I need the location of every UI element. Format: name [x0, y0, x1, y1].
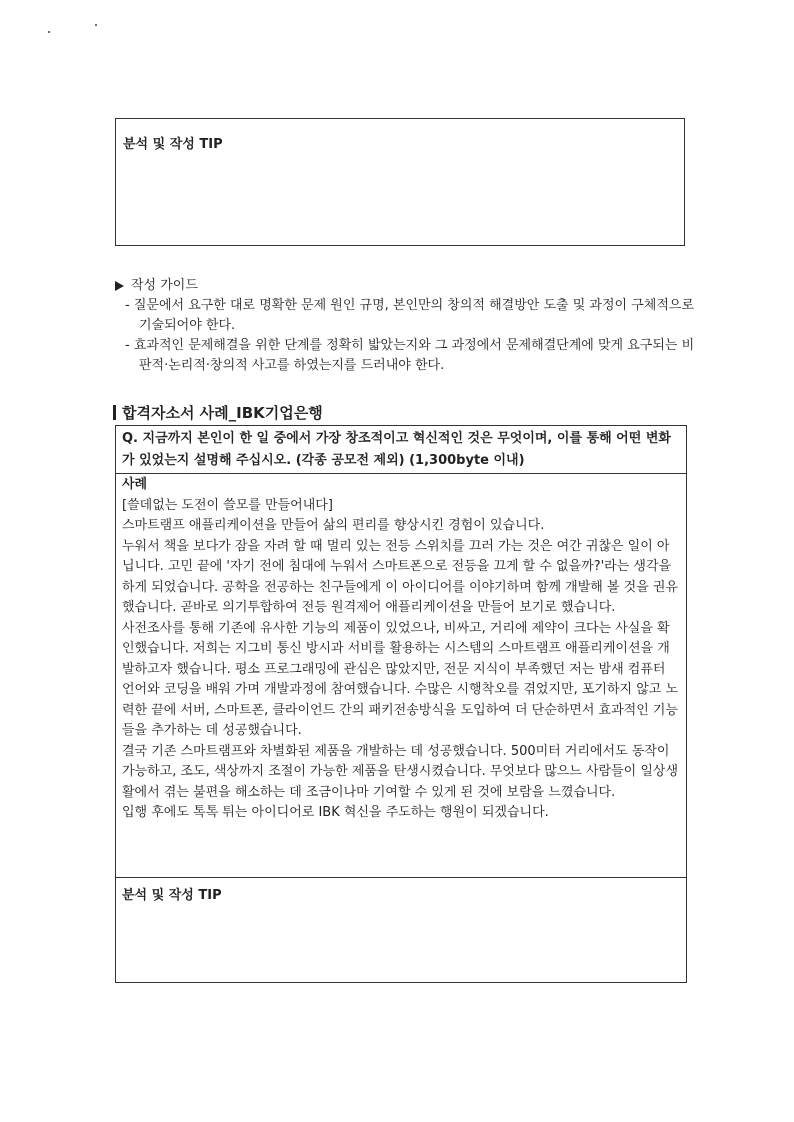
example-paragraph: 누워서 책을 보다가 잠을 자려 할 때 멀리 있는 전등 스위치를 끄러 가는 것은 여간 귀찮은 일이 아닙니다. 고민 끝에 '자기 전에 침대에 누워서 스마트폰으로 전등을 끄게 할 수 없을까?'라는 생각을 하게 되었습니다. 공학을 전공하는 친구들에게 이 아이디어를 이야기하며 함께 개발해 볼 것을 권유했습니다. 곧바로 의기투합하여 전등 원격제어 애플리케이션을 만들어 보기로 했습니다.: [122, 538, 679, 615]
guide-heading-row: [115, 276, 695, 296]
writing-guide: [115, 276, 695, 376]
example-paragraph: 결국 기존 스마트램프와 차별화된 제품을 개발하는 데 성공했습니다. 500미터 거리에서도 동작이 가능하고, 조도, 색상까지 조절이 가능한 제품을 탄생시켰습니다. 무엇보다 많으느 사람들이 일상생활에서 겪는 불편을 해소하는 데 조금이나마 기여할 수 있게 된 것에 보람을 느꼈습니다.: [122, 743, 679, 800]
example-table: [115, 425, 687, 983]
example-heading: 사례: [122, 477, 148, 492]
example-paragraph: [쓸데없는 도전이 쓸모를 만들어내다]: [122, 497, 333, 513]
guide-heading: 작성 가이드: [131, 278, 198, 293]
section-bar-icon: [113, 405, 116, 420]
analysis-tip-title: 분석 및 작성 TIP: [122, 888, 222, 903]
guide-item: - 효과적인 문제해결을 위한 단계를 정확히 밟았는지와 그 과정에서 문제해결단계에 맞게 요구되는 비판적·논리적·창의적 사고를 하였는지를 드러내야 한다.: [125, 338, 695, 373]
analysis-tip-row: [116, 878, 686, 909]
example-paragraph: 스마트램프 애플리케이션을 만들어 삶의 편리를 향상시킨 경험이 있습니다.: [122, 518, 545, 533]
example-paragraph: 사전조사를 통해 기존에 유사한 기능의 제품이 있었으나, 비싸고, 거리에 제약이 크다는 사실을 확인했습니다. 저희는 지그비 통신 방시과 서비를 활용하는 시스템의 스마트램프 애플리케이션을 개발하고자 했습니다. 평소 프로그래밍에 관심은 많았지만, 전문 지식이 부족했던 저는 밤새 컴퓨터 언어와 코딩을 배워 가며 개발과정에 참여했습니다. 수많은 시행착오를 겪었지만, 포기하지 않고 노력한 끝에 서버, 스마트폰, 클라이언드 간의 패키전송방식을 도입하여 더 단순하면서 효과적인 기능들을 추가하는 데 성공했습니다.: [122, 620, 679, 738]
analysis-tip-box: [115, 118, 685, 246]
section-title-row: [113, 402, 323, 423]
triangle-bullet-icon: [115, 281, 124, 291]
analysis-tip-title: 분석 및 작성 TIP: [123, 137, 223, 152]
question-row: Q. 지금까지 본인이 한 일 중에서 가장 창조적이고 혁신적인 것은 무엇이며, 이를 통해 어떤 변화가 있었는지 설명해 주십시오. (각종 공모전 제외) (1,300byte 이내): [116, 426, 686, 474]
example-paragraph: 입행 후에도 톡톡 튀는 아이디어로 IBK 혁신을 주도하는 행원이 되겠습니다.: [122, 805, 549, 820]
section-title: 합격자소서 사례_IBK기업은행: [122, 404, 323, 422]
scan-speck: [48, 31, 50, 33]
guide-item: - 질문에서 요구한 대로 명확한 문제 원인 규명, 본인만의 창의적 해결방안 도출 및 과정이 구체적으로 기술되어야 한다.: [125, 298, 694, 333]
scan-speck: [95, 24, 97, 26]
example-row: [116, 474, 686, 878]
